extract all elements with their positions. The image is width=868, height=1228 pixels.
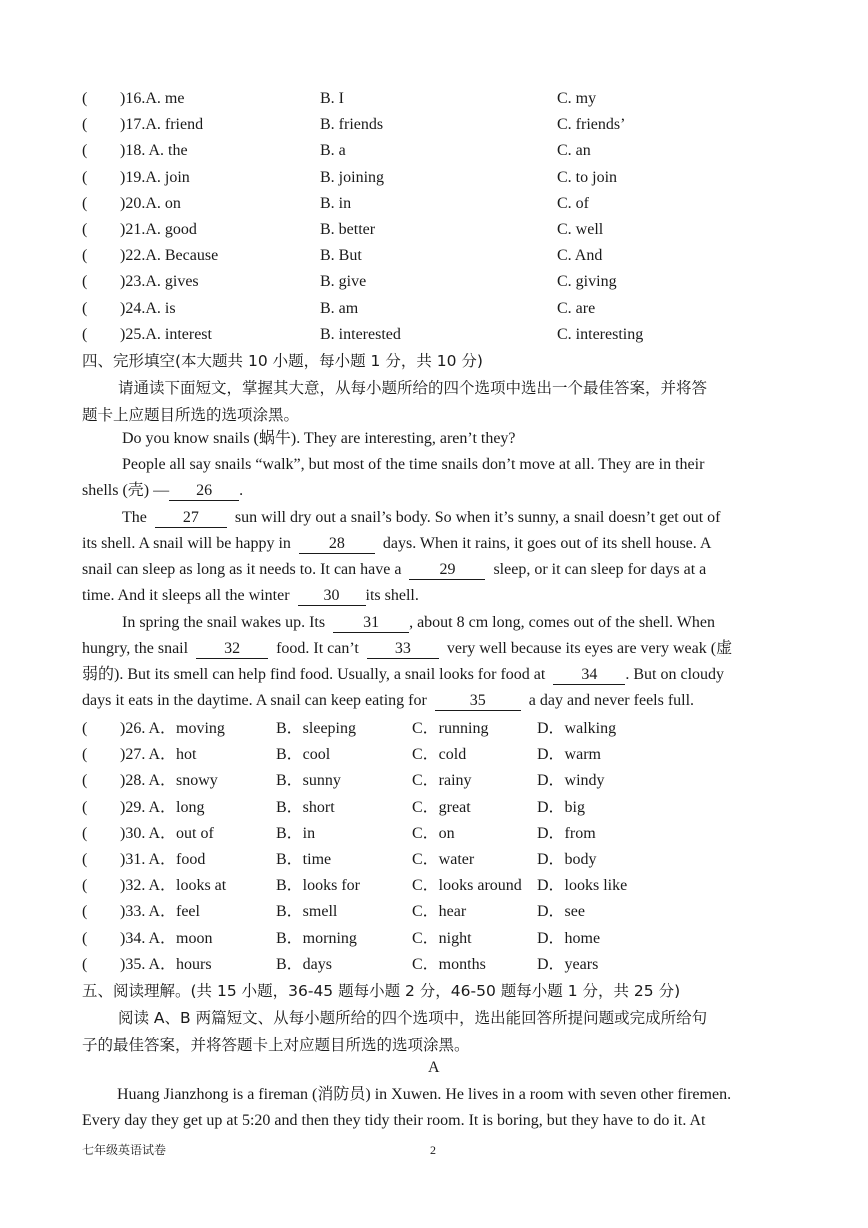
option-a: )28. A．snowy: [120, 772, 218, 790]
passage-a-line-2: Every day they get up at 5:20 and then they tidy their room. It is boring, but they have to do it. At: [82, 1112, 706, 1129]
option-b: B. give: [320, 273, 367, 291]
option-b: B. interested: [320, 325, 401, 343]
blank-30: 30: [298, 587, 366, 606]
passage-a-heading: A: [428, 1059, 440, 1076]
passage-line-9: [82, 639, 732, 659]
answer-paren: (: [82, 772, 88, 790]
option-a: )32. A．looks at: [120, 877, 227, 895]
passage-text: a day and never feels full.: [528, 692, 695, 709]
option-c: C. giving: [557, 273, 617, 291]
answer-paren: (: [82, 851, 88, 868]
passage-text: In spring the snail wakes up. Its: [122, 614, 326, 631]
passage-line-1: Do you know snails (蜗牛). They are interesting, aren’t they?: [122, 430, 516, 447]
option-b: B. in: [320, 194, 352, 212]
option-c: C. friends’: [557, 116, 626, 134]
option-a: )16.A. me: [120, 90, 185, 107]
passage-text: 弱的). But its smell can help find food. Usually, a snail looks for food at: [82, 666, 546, 683]
option-b: B．looks for: [276, 877, 361, 895]
option-b: B．cool: [276, 746, 331, 764]
answer-paren: (: [82, 746, 88, 764]
option-c: C．cold: [412, 746, 467, 764]
option-a: )26. A．moving: [120, 720, 225, 737]
option-c: C. And: [557, 247, 603, 265]
blank-26: 26: [169, 482, 239, 501]
option-a: )18. A. the: [120, 142, 188, 160]
option-c: C．rainy: [412, 772, 472, 790]
passage-line-11: [82, 691, 694, 711]
option-c: C. to join: [557, 168, 618, 186]
section5-instruction-2: 子的最佳答案，并将答题卡上对应题目所选的选项涂黑。: [82, 1036, 470, 1054]
option-b: B. better: [320, 221, 376, 238]
option-a: )29. A．long: [120, 798, 205, 816]
option-c: C. of: [557, 194, 589, 212]
passage-line-10: [82, 665, 724, 685]
option-c: C. my: [557, 90, 597, 107]
passage-line-8: [122, 613, 715, 633]
passage-text: days. When it rains, it goes out of its shell house. A: [382, 535, 712, 552]
page-number: 2: [430, 1143, 436, 1157]
answer-paren: (: [82, 720, 88, 737]
answer-paren: (: [82, 221, 88, 238]
option-c: C．great: [412, 798, 471, 816]
option-c: C．water: [412, 851, 475, 868]
option-c: C. well: [557, 221, 604, 238]
passage-text: shells (壳) —: [82, 482, 170, 499]
answer-paren: (: [82, 116, 88, 134]
option-d: D．body: [537, 851, 597, 868]
passage-text: The: [122, 509, 147, 526]
option-a: )30. A．out of: [120, 824, 214, 842]
answer-paren: (: [82, 929, 88, 947]
section4-instruction-2: 题卡上应题目所选的选项涂黑。: [82, 406, 300, 424]
answer-paren: (: [82, 299, 88, 317]
option-d: D．from: [537, 824, 596, 842]
passage-line-5: [82, 534, 711, 554]
option-a: )25.A. interest: [120, 325, 212, 343]
option-c: C．months: [412, 955, 486, 973]
option-a: )17.A. friend: [120, 116, 204, 134]
option-b: B．time: [276, 851, 332, 868]
option-b: B．short: [276, 798, 335, 816]
passage-line-7: [82, 586, 419, 606]
option-b: B. friends: [320, 116, 384, 134]
option-d: D．big: [537, 798, 586, 816]
option-c: C. an: [557, 142, 591, 160]
option-a: )34. A．moon: [120, 929, 213, 947]
passage-a-line-1: Huang Jianzhong is a fireman (消防员) in Xuwen. He lives in a room with seven other firemen.: [117, 1086, 732, 1103]
option-b: B. joining: [320, 168, 385, 186]
answer-paren: (: [82, 90, 88, 107]
section5-title: 五、阅读理解。(共 15 小题，36-45 题每小题 2 分，46-50 题每小题 1 分，共 25 分): [82, 982, 681, 1000]
option-c: C．on: [412, 824, 455, 842]
option-c: C．running: [412, 720, 489, 737]
option-a: )20.A. on: [120, 194, 181, 212]
answer-paren: (: [82, 273, 88, 291]
answer-paren: (: [82, 798, 88, 816]
answer-paren: (: [82, 325, 88, 343]
blank-34: 34: [553, 666, 625, 685]
passage-text: hungry, the snail: [82, 640, 189, 657]
blank-33: 33: [367, 640, 439, 659]
option-a: )19.A. join: [120, 168, 190, 186]
option-b: B．sleeping: [276, 720, 356, 737]
option-b: B．days: [276, 955, 333, 973]
passage-text: its shell. A snail will be happy in: [82, 535, 291, 552]
option-a: )27. A．hot: [120, 746, 197, 764]
passage-line-3: shells (壳) — 26 .: [82, 482, 244, 499]
option-c: C. are: [557, 299, 596, 317]
passage-line-6: [82, 560, 706, 580]
passage-text: very well because its eyes are very weak (虚: [446, 640, 733, 657]
section4-title: 四、完形填空(本大题共 10 小题，每小题 1 分，共 10 分): [82, 352, 483, 370]
passage-text: its shell.: [365, 587, 419, 604]
passage-text: time. And it sleeps all the winter: [82, 587, 290, 604]
blank-29: 29: [409, 561, 485, 580]
option-a: )24.A. is: [120, 299, 176, 317]
option-b: B．in: [276, 824, 316, 842]
blank-32: 32: [196, 640, 268, 659]
option-d: D．walking: [537, 720, 617, 737]
answer-paren: (: [82, 168, 88, 186]
option-a: )22.A. Because: [120, 247, 219, 265]
option-a: )31. A．food: [120, 851, 206, 868]
option-b: B. I: [320, 90, 344, 107]
option-c: C．hear: [412, 903, 467, 921]
option-d: D．years: [537, 955, 599, 973]
passage-text: snail can sleep as long as it needs to. It can have a: [82, 561, 402, 578]
option-d: D．warm: [537, 746, 601, 764]
option-a: )35. A．hours: [120, 955, 212, 973]
option-a: )21.A. good: [120, 221, 197, 238]
passage-text: food. It can’t: [276, 640, 359, 657]
option-c: C．night: [412, 929, 472, 947]
passage-text: , about 8 cm long, comes out of the shell. When: [409, 614, 715, 631]
option-d: D．home: [537, 929, 601, 947]
option-c: C. interesting: [557, 325, 644, 343]
option-a: )33. A．feel: [120, 903, 200, 921]
option-d: D．see: [537, 903, 585, 921]
section4-instruction-1: 请通读下面短文，掌握其大意，从每小题所给的四个选项中选出一个最佳答案，并将答: [118, 379, 708, 397]
answer-paren: (: [82, 247, 88, 265]
passage-text: sleep, or it can sleep for days at a: [493, 561, 707, 578]
option-a: )23.A. gives: [120, 273, 199, 291]
answer-paren: (: [82, 955, 88, 973]
answer-paren: (: [82, 903, 88, 921]
answer-paren: (: [82, 142, 88, 160]
answer-paren: (: [82, 877, 88, 895]
passage-text: days it eats in the daytime. A snail can keep eating for: [82, 692, 427, 709]
option-b: B．morning: [276, 929, 357, 947]
answer-paren: (: [82, 824, 88, 842]
option-b: B. am: [320, 299, 359, 317]
blank-27: 27: [155, 509, 227, 528]
section5-instruction-1: 阅读 A、B 两篇短文、从每小题所给的四个选项中，选出能回答所提问题或完成所给句: [118, 1009, 708, 1027]
option-b: B. a: [320, 142, 346, 160]
blank-31: 31: [333, 614, 409, 633]
passage-line-4: [122, 508, 720, 528]
answer-paren: (: [82, 194, 88, 212]
passage-text: sun will dry out a snail’s body. So when it’s sunny, a snail doesn’t get out of: [234, 509, 721, 526]
option-c: C．looks around: [412, 877, 522, 895]
option-d: D．windy: [537, 772, 605, 790]
blank-28: 28: [299, 535, 375, 554]
passage-line-2: People all say snails “walk”, but most of the time snails don’t move at all. They are in their: [122, 456, 705, 473]
blank-35: 35: [435, 692, 521, 711]
footer-label: 七年级英语试卷: [82, 1143, 167, 1157]
option-b: B. But: [320, 247, 362, 265]
option-b: B．smell: [276, 903, 338, 921]
passage-text: . But on cloudy: [625, 666, 725, 683]
option-d: D．looks like: [537, 877, 628, 895]
option-b: B．sunny: [276, 772, 341, 790]
